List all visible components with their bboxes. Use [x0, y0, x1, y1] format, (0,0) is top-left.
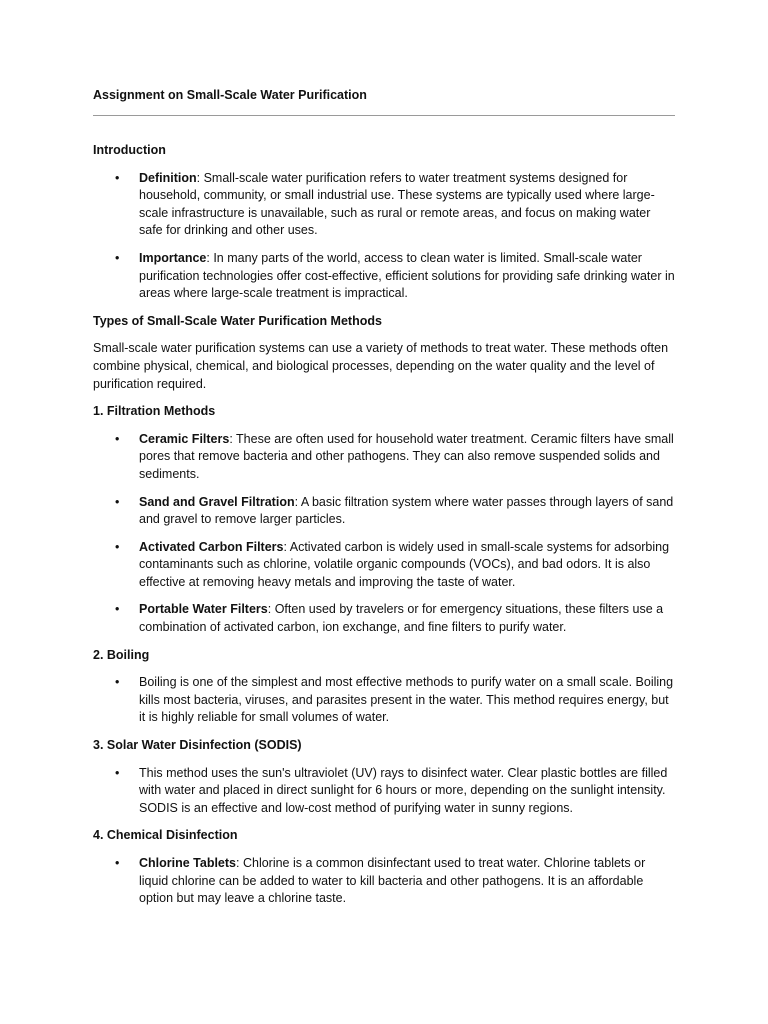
list-item-term: Definition — [139, 170, 197, 185]
title-divider — [93, 115, 675, 116]
section-heading: 4. Chemical Disinfection — [93, 828, 238, 843]
bullet-icon: • — [115, 170, 120, 185]
list-item-term: Activated Carbon Filters — [139, 539, 284, 554]
bullet-list — [93, 855, 675, 908]
section-paragraph: Small-scale water purification systems can use a variety of methods to treat water. These methods often combine physical, chemical, and biological processes, depending on the water quality and the level of purification required. — [93, 341, 669, 391]
list-item-term: Ceramic Filters — [139, 431, 230, 446]
list-item-term: Portable Water Filters — [139, 602, 268, 617]
list-item — [93, 674, 675, 727]
bullet-list — [93, 170, 675, 303]
bullet-icon: • — [115, 494, 120, 509]
bullet-icon: • — [115, 675, 120, 690]
bullet-list — [93, 431, 675, 637]
bullet-list — [93, 765, 675, 818]
list-item-term: Chlorine Tablets — [139, 856, 237, 870]
list-item-text: : Often used by travelers or for emergency situations, these filters use a combination of activated carbon, ion exchange, and fine filters to purify water. — [139, 602, 664, 635]
list-item-text: : A basic filtration system where water passes through layers of sand and gravel to remove larger particles. — [139, 494, 674, 527]
list-item-text: Boiling is one of the simplest and most effective methods to purify water on a small scale. Boiling kills most bacteria, viruses, and parasites present in the water. This method requires energy, but it is highly reliable for small volumes of water. — [139, 675, 674, 725]
list-item — [93, 494, 675, 529]
bullet-icon: • — [115, 539, 120, 554]
section-heading: 1. Filtration Methods — [93, 404, 216, 419]
list-item-text: : Chlorine is a common disinfectant used to treat water. Chlorine tablets or liquid chlorine can be added to water to kill bacteria and other pathogens. It is an affordable option but may leave a chlorine taste. — [139, 856, 646, 906]
document-title: Assignment on Small-Scale Water Purification — [93, 88, 367, 102]
list-item — [93, 855, 675, 908]
bullet-icon: • — [115, 856, 120, 870]
bullet-icon: • — [115, 765, 120, 780]
bullet-icon: • — [115, 431, 120, 446]
document-body — [93, 142, 675, 918]
list-item-text: This method uses the sun's ultraviolet (UV) rays to disinfect water. Clear plastic bottles are filled with water and placed in direct sunlight for 6 hours or more, depending on the sunlight intensity. SODIS is an effective and low-cost method of purifying water in sunny regions. — [139, 765, 668, 815]
list-item-text: : In many parts of the world, access to clean water is limited. Small-scale water purification technologies offer cost-effective, efficient solutions for providing safe drinking water in areas where large-scale treatment is impractical. — [139, 250, 675, 301]
list-item-term: Sand and Gravel Filtration — [139, 494, 295, 509]
list-item-text: : Activated carbon is widely used in small-scale systems for adsorbing contaminants such as chlorine, volatile organic compounds (VOCs), and bad odors. It is also effective at removing heavy metals and improving the taste of water. — [139, 539, 670, 589]
section-heading: Introduction — [93, 143, 166, 157]
list-item — [93, 539, 675, 592]
bullet-icon: • — [115, 250, 120, 265]
list-item — [93, 170, 675, 240]
section-heading: 3. Solar Water Disinfection (SODIS) — [93, 738, 302, 753]
bullet-icon: • — [115, 602, 120, 617]
section-heading: Types of Small-Scale Water Purification Methods — [93, 313, 382, 328]
list-item-text: : These are often used for household water treatment. Ceramic filters have small pores that remove bacteria and other pathogens. They can also remove suspended solids and sediments. — [139, 431, 674, 481]
bullet-list — [93, 674, 675, 727]
list-item-text: : Small-scale water purification refers to water treatment systems designed for household, community, or small industrial use. These systems are typically used where large-scale infrastructure is unavailable, such as rural or remote areas, and focus on making water safe for drinking and other uses. — [139, 170, 655, 238]
list-item — [93, 250, 675, 303]
list-item — [93, 765, 675, 818]
list-item — [93, 431, 675, 484]
list-item-term: Importance — [139, 250, 207, 265]
list-item — [93, 601, 675, 636]
section-heading: 2. Boiling — [93, 647, 150, 662]
